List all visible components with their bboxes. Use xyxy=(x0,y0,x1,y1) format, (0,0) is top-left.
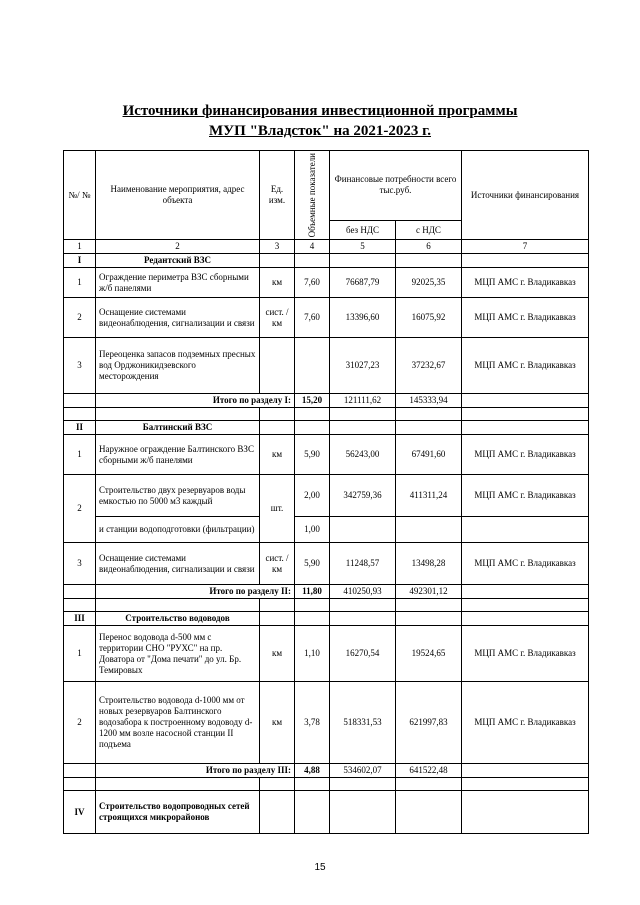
row-source: МЦП АМС г. Владикавказ xyxy=(462,268,589,298)
row-unit: шт. xyxy=(260,475,295,543)
colnum: 2 xyxy=(96,240,260,254)
row-volume: 1,00 xyxy=(295,517,330,543)
document-title xyxy=(0,101,640,141)
financing-table xyxy=(63,150,589,834)
row-no-vat: 31027,23 xyxy=(330,338,396,394)
section-title: Строительство водопроводных сетей строящихся микрорайонов xyxy=(96,791,260,834)
section-total-row xyxy=(64,394,589,408)
total-volume: 4,88 xyxy=(295,764,330,778)
row-unit: сист. /км xyxy=(260,543,295,585)
colnum: 6 xyxy=(396,240,462,254)
row-volume: 5,90 xyxy=(295,435,330,475)
total-with-vat: 145333,94 xyxy=(396,394,462,408)
row-name: Строительство водовода d-1000 мм от новых резервуаров Балтинского водозабора к построенному водоводу d-1200 мм возле насосной станции II подъема xyxy=(96,682,260,764)
header-unit: Ед. изм. xyxy=(260,151,295,240)
row-unit: км xyxy=(260,626,295,682)
table-row xyxy=(64,298,589,338)
row-name: и станции водоподготовки (фильтрации) xyxy=(96,517,260,543)
row-unit: км xyxy=(260,268,295,298)
table-row xyxy=(64,626,589,682)
column-number-row xyxy=(64,240,589,254)
row-unit: сист. /км xyxy=(260,298,295,338)
row-name: Оснащение системами видеонаблюдения, сигнализации и связи xyxy=(96,298,260,338)
row-number: 2 xyxy=(64,682,96,764)
table-row xyxy=(64,338,589,394)
row-number: 1 xyxy=(64,268,96,298)
row-source: МЦП АМС г. Владикавказ xyxy=(462,298,589,338)
section-number: I xyxy=(64,254,96,268)
row-name: Наружное ограждение Балтинского ВЗС сборными ж/б панелями xyxy=(96,435,260,475)
total-no-vat: 534602,07 xyxy=(330,764,396,778)
header-volume: Объемные показатели xyxy=(306,153,317,238)
colnum: 5 xyxy=(330,240,396,254)
empty-row xyxy=(64,599,589,612)
row-unit xyxy=(260,338,295,394)
total-no-vat: 410250,93 xyxy=(330,585,396,599)
row-volume: 2,00 xyxy=(295,475,330,517)
row-number: 1 xyxy=(64,626,96,682)
row-with-vat: 37232,67 xyxy=(396,338,462,394)
row-source: МЦП АМС г. Владикавказ xyxy=(462,475,589,517)
row-with-vat: 16075,92 xyxy=(396,298,462,338)
row-name: Строительство двух резервуаров воды емкостью по 5000 м3 каждый xyxy=(96,475,260,517)
section-total-row xyxy=(64,764,589,778)
row-no-vat: 13396,60 xyxy=(330,298,396,338)
empty-row xyxy=(64,778,589,791)
total-label: Итого по разделу II: xyxy=(96,585,295,599)
table-row xyxy=(64,435,589,475)
table-row xyxy=(64,543,589,585)
row-with-vat: 19524,65 xyxy=(396,626,462,682)
section-title: Редантский ВЗС xyxy=(96,254,260,268)
section-header-row xyxy=(64,421,589,435)
total-with-vat: 641522,48 xyxy=(396,764,462,778)
row-volume: 7,60 xyxy=(295,268,330,298)
table-row xyxy=(64,517,589,543)
section-title: Балтинский ВЗС xyxy=(96,421,260,435)
row-number: 1 xyxy=(64,435,96,475)
title-line-2: МУП "Владсток" на 2021-2023 г. xyxy=(209,123,431,139)
row-no-vat: 16270,54 xyxy=(330,626,396,682)
row-name: Перенос водовода d-500 мм с территории СНО "РУХС" на пр. Доватора от "Дома печати" до ул. Бр. Темировых xyxy=(96,626,260,682)
row-no-vat: 342759,36 xyxy=(330,475,396,517)
row-volume: 1,10 xyxy=(295,626,330,682)
title-line-1: Источники финансирования инвестиционной программы xyxy=(122,103,518,119)
total-volume: 11,80 xyxy=(295,585,330,599)
header-row xyxy=(64,151,589,221)
row-volume: 5,90 xyxy=(295,543,330,585)
colnum: 7 xyxy=(462,240,589,254)
row-number: 2 xyxy=(64,475,96,543)
header-no-vat: без НДС xyxy=(330,220,396,240)
row-unit: км xyxy=(260,682,295,764)
section-number: II xyxy=(64,421,96,435)
total-with-vat: 492301,12 xyxy=(396,585,462,599)
row-with-vat: 67491,60 xyxy=(396,435,462,475)
row-with-vat: 13498,28 xyxy=(396,543,462,585)
row-source: МЦП АМС г. Владикавказ xyxy=(462,435,589,475)
header-with-vat: с НДС xyxy=(396,220,462,240)
row-no-vat: 11248,57 xyxy=(330,543,396,585)
colnum: 3 xyxy=(260,240,295,254)
page-number: 15 xyxy=(314,862,326,873)
header-fin: Финансовые потребности всего тыс.руб. xyxy=(330,151,462,221)
section-header-row xyxy=(64,254,589,268)
row-number: 3 xyxy=(64,338,96,394)
header-num: №/ № xyxy=(64,151,96,240)
table-row xyxy=(64,682,589,764)
row-number: 2 xyxy=(64,298,96,338)
section-number: IV xyxy=(64,791,96,834)
colnum: 4 xyxy=(295,240,330,254)
row-with-vat: 621997,83 xyxy=(396,682,462,764)
row-source: МЦП АМС г. Владикавказ xyxy=(462,682,589,764)
row-volume: 3,78 xyxy=(295,682,330,764)
row-name: Оснащение системами видеонаблюдения, сигнализации и связи xyxy=(96,543,260,585)
row-source: МЦП АМС г. Владикавказ xyxy=(462,626,589,682)
row-no-vat: 76687,79 xyxy=(330,268,396,298)
header-source: Источники финансирования xyxy=(462,151,589,240)
total-no-vat: 121111,62 xyxy=(330,394,396,408)
section-header-row xyxy=(64,791,589,834)
section-number: III xyxy=(64,612,96,626)
empty-row xyxy=(64,408,589,421)
row-source: МЦП АМС г. Владикавказ xyxy=(462,338,589,394)
total-label: Итого по разделу III: xyxy=(96,764,295,778)
section-total-row xyxy=(64,585,589,599)
row-name: Ограждение периметра ВЗС сборными ж/б панелями xyxy=(96,268,260,298)
row-with-vat: 92025,35 xyxy=(396,268,462,298)
header-name: Наименование мероприятия, адрес объекта xyxy=(96,151,260,240)
row-with-vat: 411311,24 xyxy=(396,475,462,517)
total-label: Итого по разделу I: xyxy=(96,394,295,408)
row-no-vat: 518331,53 xyxy=(330,682,396,764)
row-name: Переоценка запасов подземных пресных вод Орджоникидзевского месторождения xyxy=(96,338,260,394)
section-title: Строительство водоводов xyxy=(96,612,260,626)
row-unit: км xyxy=(260,435,295,475)
table-row xyxy=(64,268,589,298)
section-header-row xyxy=(64,612,589,626)
row-volume xyxy=(295,338,330,394)
row-number: 3 xyxy=(64,543,96,585)
colnum: 1 xyxy=(64,240,96,254)
row-no-vat: 56243,00 xyxy=(330,435,396,475)
total-volume: 15,20 xyxy=(295,394,330,408)
row-source: МЦП АМС г. Владикавказ xyxy=(462,543,589,585)
table-row xyxy=(64,475,589,517)
row-volume: 7,60 xyxy=(295,298,330,338)
